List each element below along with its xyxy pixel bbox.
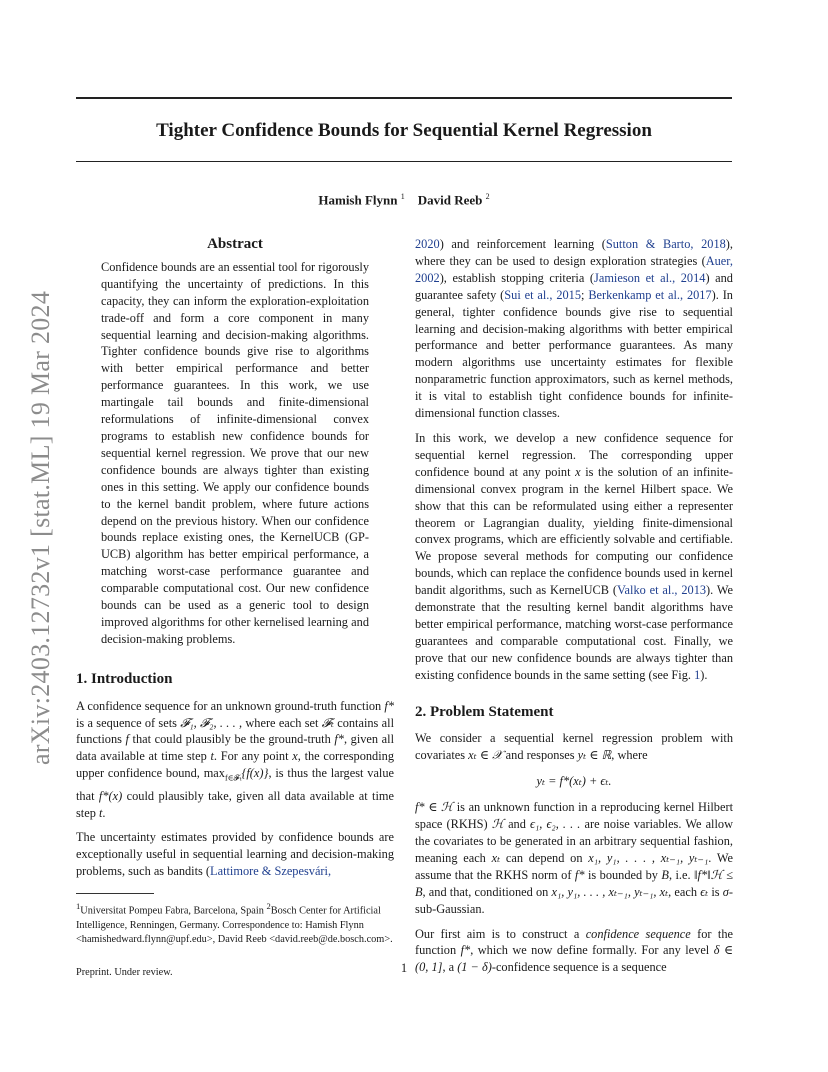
page-number: 1 [400, 961, 408, 975]
introduction-paragraph: In this work, we develop a new confidence sequence for sequential kernel regression. The corresponding upper confidence bound at any point x is the solution of an infinite-dimensional convex program in the kernel Hilbert space. We show that this can be reformulated using either a representer theorem or Lagrangian duality, yielding finite-dimensional convex programs, which are efficiently solvable and certifiable. We propose several methods for computing our confidence bounds, which can replace the confidence bounds used in kernel bandit algorithms, such as KernelUCB (Valko et al., 2013). We demonstrate that the resulting kernel bandit algorithms have better empirical performance, matching worst-case performance guarantees and comparable computational cost. Finally, we prove that our new confidence bounds are always tighter than existing confidence bounds in the same setting (see Fig. 1). [415, 430, 734, 682]
preprint-note: Preprint. Under review. [76, 966, 173, 978]
author-list [76, 192, 732, 208]
abstract-body: Confidence bounds are an essential tool for rigorously quantifying the uncertainty of predictions. In this capacity, they can inform the exploration-exploitation trade-off and form a core component in many sequential learning and decision-making algorithms. Tighter confidence bounds give rise to algorithms with better empirical performance and better performance guarantees. In this work, we use martingale tail bounds and finite-dimensional reformulations of infinite-dimensional convex programs to establish new confidence bounds for sequential kernel regression. We prove that our new confidence bounds are always tighter than existing ones in this setting. We apply our confidence bounds to the kernel bandit problem, where future actions depend on the previous history. When our confidence bounds replace existing ones, the KernelUCB (GP-UCB) algorithm has better empirical performance, a matching worst-case performance guarantee and comparable computational cost. Our new confidence bounds can be used as a generic tool to design improved algorithms for other kernelised learning and decision-making problems. [101, 259, 369, 646]
introduction-paragraph: 2020) and reinforcement learning (Sutton & Barto, 2018), where they can be used to design exploration strategies (Auer, 2002), establish stopping criteria (Jamieson et al., 2014) and guarantee safety (Sui et al., 2015; Berkenkamp et al., 2017). In general, tighter confidence bounds give rise to sequential learning and decision-making algorithms with better empirical performance and better performance guarantees. As many modern algorithms use uncertainty estimates for flexible nonparametric function approximators, such as kernel methods, it is vital to establish tight confidence bounds for infinite-dimensional function classes. [415, 237, 733, 421]
emphasis: confidence sequence [585, 926, 691, 941]
author-affiliation-mark: 2 [485, 192, 490, 201]
citation-link[interactable]: Jamieson et al., 2014 [594, 270, 706, 285]
citation-link[interactable]: Auer, 2002 [415, 253, 733, 285]
arxiv-identifier: arXiv:2403.12732v1 [stat.ML] 19 Mar 2024 [26, 290, 55, 765]
introduction-paragraph: The uncertainty estimates provided by confidence bounds are exceptionally useful in sequential learning and decision-making problems, such as bandits (Lattimore & Szepesvári, [76, 830, 394, 879]
left-column [76, 236, 394, 982]
introduction-paragraph: A confidence sequence for an unknown ground-truth function f* is a sequence of sets 𝓕₁, 𝓕₂, . . . , where each set 𝓕ₜ contains all functions f that could plausibly be the ground-truth f*, given all data available at time step t. For any point x, the corresponding upper confidence bound, $\max_{f\in 𝓕_t}\{f(x)\}$, is thus the largest value that f*(x) could plausibly take, given all data available at time step t. [76, 698, 394, 820]
abstract-heading: Abstract [207, 236, 263, 252]
problem-statement-heading: 2. Problem Statement [415, 703, 554, 720]
author-name: Hamish Flynn [318, 192, 398, 208]
citation-link[interactable]: 2020 [415, 237, 440, 251]
author-name: David Reeb [417, 192, 483, 208]
introduction-heading: 1. Introduction [76, 670, 173, 687]
affiliation-footnote: $^1$Universitat Pompeu Fabra, Barcelona, Spain $^2$Bosch Center for Artificial Intelligence, Renningen, Germany. Correspondence to: Hamish Flynn <hamishedward.flynn@upf.edu>, David Reeb <david.reeb@de.bosch.com>. [76, 901, 393, 945]
author-affiliation-mark: 1 [400, 192, 405, 201]
citation-link[interactable]: Valko et al., 2013 [617, 583, 707, 598]
title-rule-top [76, 97, 732, 99]
citation-link[interactable]: Lattimore & Szepesvári, [210, 864, 332, 879]
observation-equation: yₜ = f*(xₜ) + ϵₜ. [536, 774, 612, 789]
problem-statement-paragraph: Our first aim is to construct a confidence sequence for the function f*, which we now define formally. For any level δ ∈ (0, 1], a (1 − δ)-confidence sequence is a sequence [415, 926, 734, 975]
paper-title: Tighter Confidence Bounds for Sequential Kernel Regression [156, 120, 652, 141]
citation-link[interactable]: Sutton & Barto, 2018 [605, 237, 726, 251]
problem-statement-paragraph: We consider a sequential kernel regression problem with covariates xₜ ∈ 𝒳 and responses yₜ ∈ ℝ, where [415, 731, 733, 763]
citation-link[interactable]: Sui et al., 2015 [504, 287, 582, 302]
right-column [415, 236, 733, 976]
footnote-rule [76, 893, 154, 894]
title-rule-bottom [76, 161, 732, 162]
figure-link[interactable]: 1 [694, 667, 701, 682]
problem-statement-paragraph: f* ∈ ℋ is an unknown function in a reproducing kernel Hilbert space (RKHS) ℋ and ϵ₁, ϵ₂, . . . are noise variables. We allow the covariates to be generated in an arbitrary sequential fashion, meaning each xₜ can depend on x₁, y₁, . . . , xₜ₋₁, yₜ₋₁. We assume that the RKHS norm of f* is bounded by B, i.e. ‖f*‖ℋ ≤ B, and that, conditioned on x₁, y₁, . . . , xₜ₋₁, yₜ₋₁, xₜ, each ϵₜ is σ-sub-Gaussian. [415, 800, 734, 916]
citation-link[interactable]: Berkenkamp et al., 2017 [588, 287, 712, 302]
